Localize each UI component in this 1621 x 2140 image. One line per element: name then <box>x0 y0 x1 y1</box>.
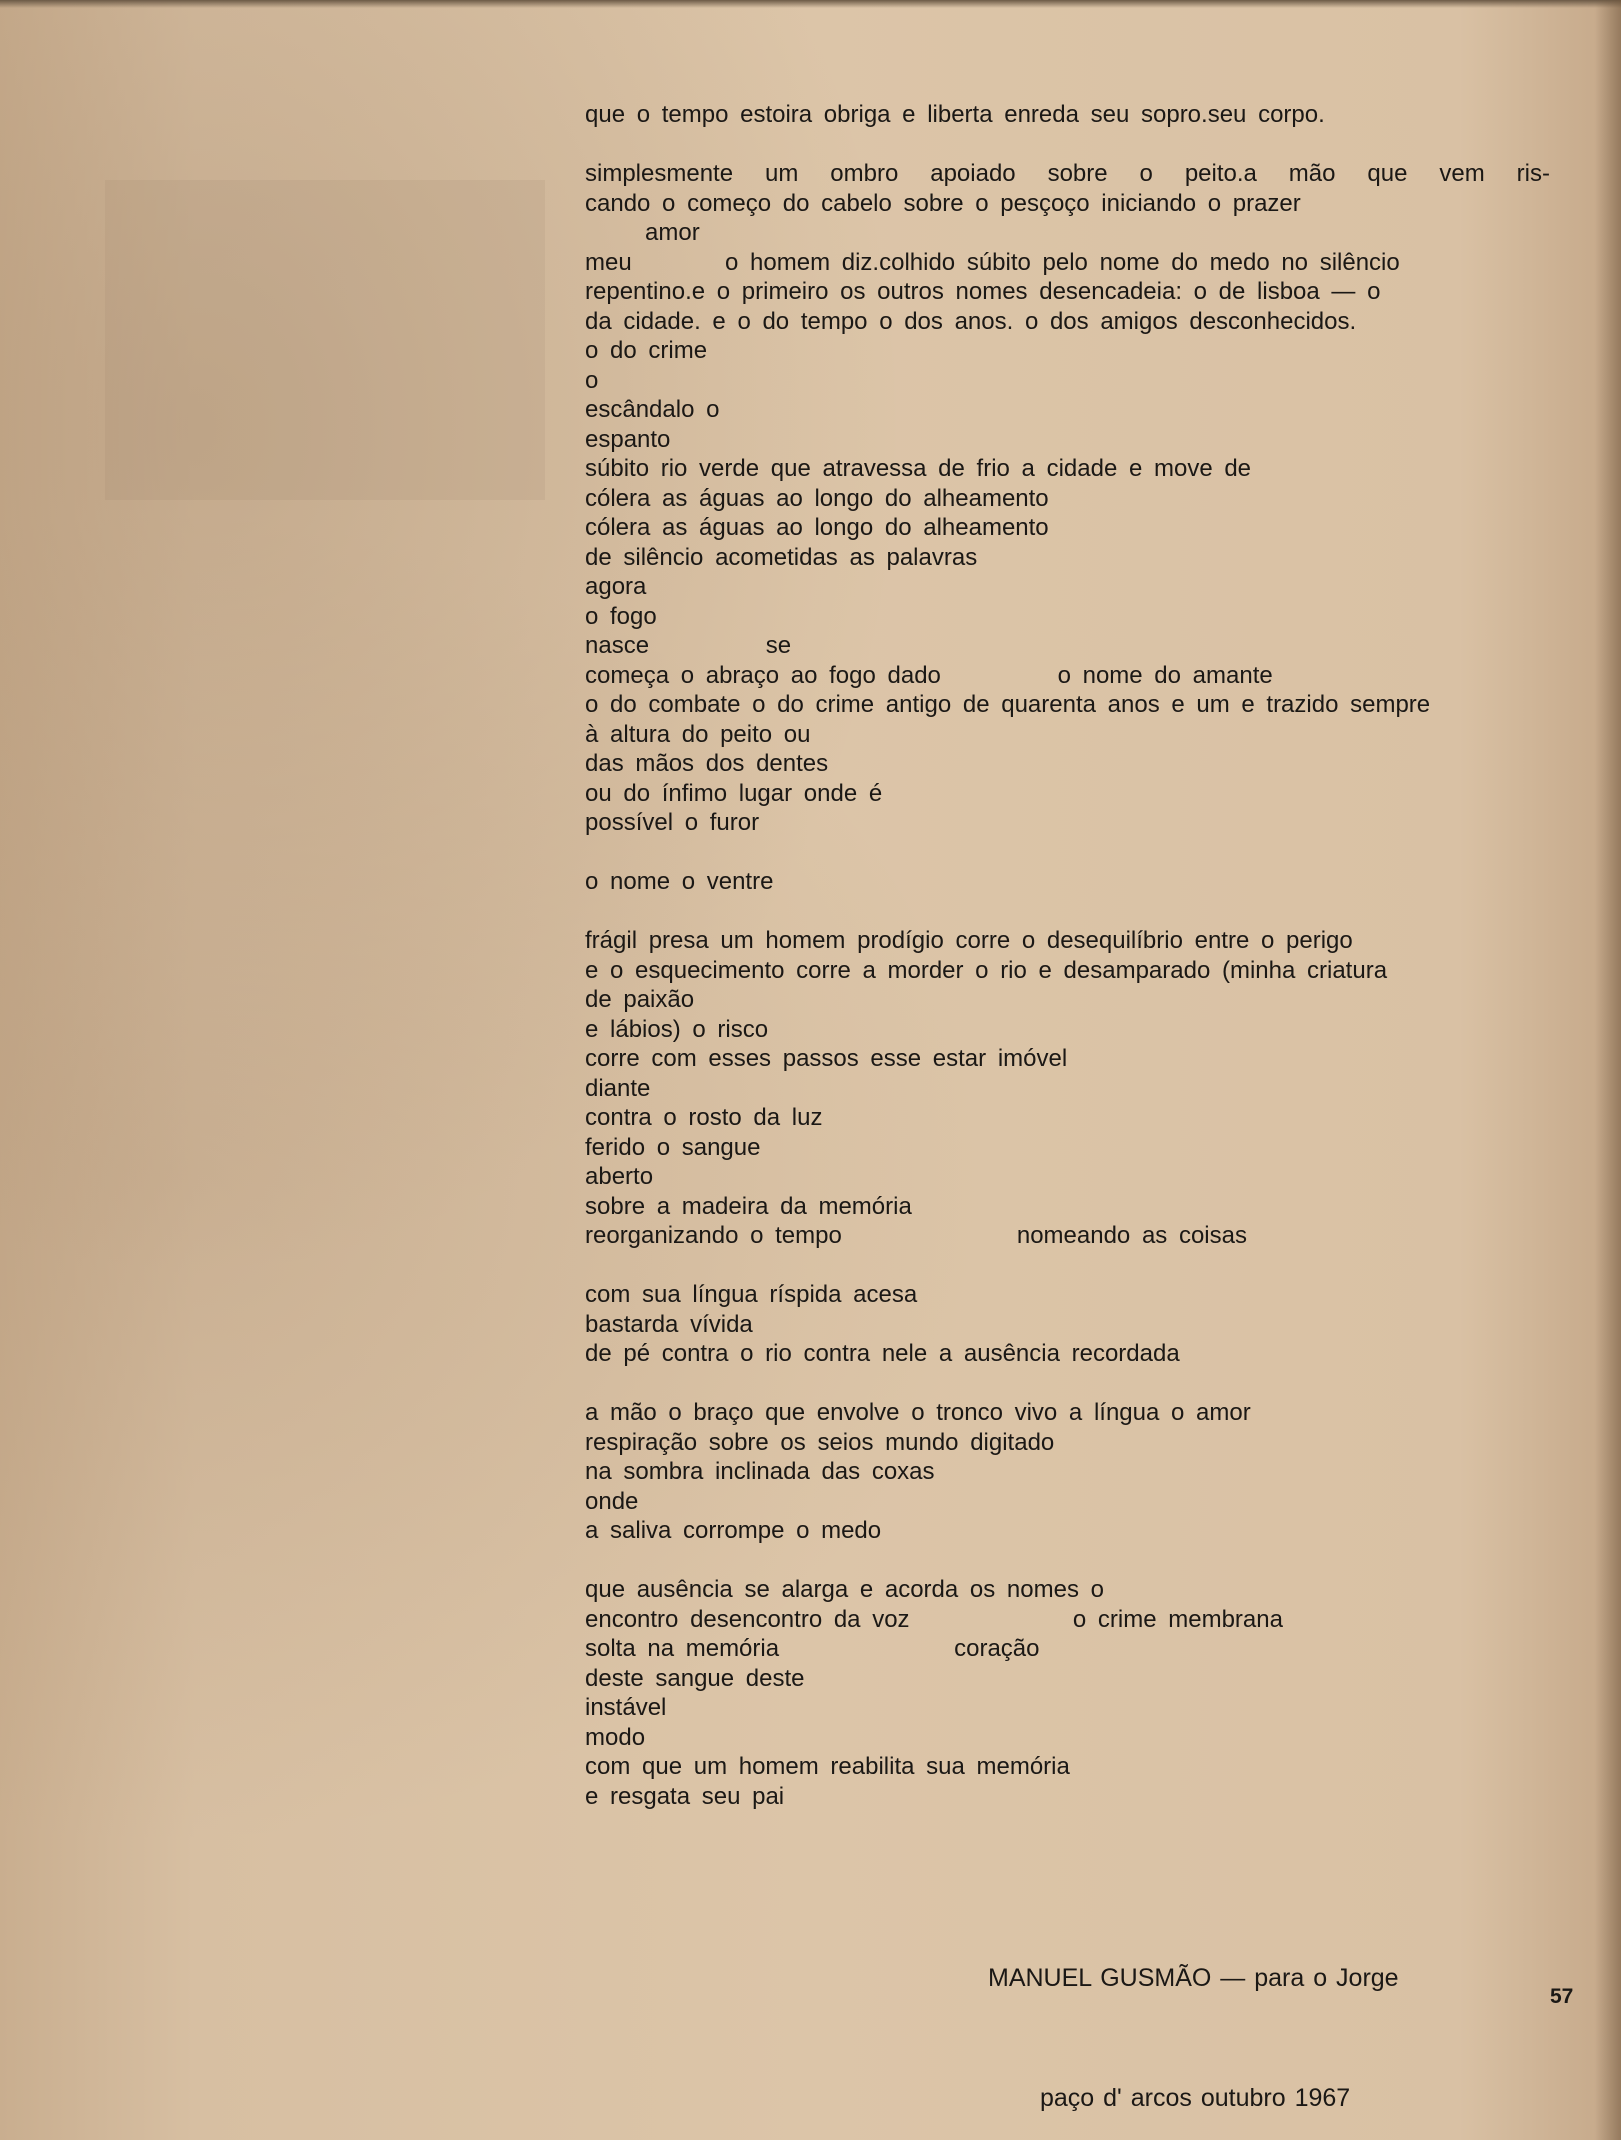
poem-line: bastarda vívida <box>585 1310 753 1338</box>
poem-line: a saliva corrompe o medo <box>585 1517 882 1544</box>
poem-line: da cidade. e o do tempo o dos anos. o dos amigos desconhecidos. <box>585 307 1357 335</box>
poem-line: repentino.e o primeiro os outros nomes desencadeia: o de lisboa — o <box>585 278 1381 305</box>
poem-line: escândalo o <box>585 396 720 423</box>
poem-line: contra o rosto da luz <box>585 1104 823 1131</box>
poem-line: com que um homem reabilita sua memória <box>585 1753 1070 1780</box>
stanza-break <box>585 897 1550 927</box>
poem-line: onde <box>585 1487 639 1515</box>
poem-line: cólera as águas ao longo do alheamento <box>585 514 1049 541</box>
page-number: 57 <box>1550 1985 1574 2008</box>
top-edge-shadow <box>0 0 1621 8</box>
poem-line: o fogo <box>585 602 657 630</box>
poem-line: a mão o braço que envolve o tronco vivo a língua o amor <box>585 1399 1251 1426</box>
poem-line: simplesmente um ombro apoiado sobre o peito.a mão que vem ris- <box>585 160 1550 187</box>
poem-line: de paixão <box>585 986 695 1013</box>
right-edge-shadow <box>1595 0 1621 2140</box>
poem-line: com sua língua ríspida acesa <box>585 1281 918 1308</box>
poem-line: espanto <box>585 425 671 453</box>
poem-line: modo <box>585 1723 646 1751</box>
poem-line: encontro desencontro da voz o crime membrana <box>585 1605 1283 1633</box>
poem-line: solta na memória coração <box>585 1635 1040 1662</box>
poem-line: que ausência se alarga e acorda os nomes o <box>585 1576 1104 1603</box>
poem-line: e resgata seu pai <box>585 1782 785 1810</box>
poem-line: cando o começo do cabelo sobre o pesçoço iniciando o prazer <box>585 189 1301 217</box>
stanza-break <box>585 1546 1550 1576</box>
poem-line: e o esquecimento corre a morder o rio e desamparado (minha criatura <box>585 956 1388 984</box>
poem-line: reorganizando o tempo nomeando as coisas <box>585 1222 1247 1249</box>
poem-line: diante <box>585 1074 651 1102</box>
poem-line: deste sangue deste <box>585 1664 805 1692</box>
poem-line: súbito rio verde que atravessa de frio a cidade e move de <box>585 455 1252 482</box>
poem-line: instável <box>585 1694 667 1721</box>
poem-line: frágil presa um homem prodígio corre o desequilíbrio entre o perigo <box>585 927 1353 954</box>
poem-line: à altura do peito ou <box>585 720 811 748</box>
poem-line: sobre a madeira da memória <box>585 1192 912 1220</box>
poem-line: corre com esses passos esse estar imóvel <box>585 1045 1068 1072</box>
poem-line: cólera as águas ao longo do alheamento <box>585 484 1049 512</box>
poem-line: de pé contra o rio contra nele a ausência recordada <box>585 1340 1180 1367</box>
poem-line: nasce se <box>585 632 792 659</box>
poem-line: o do combate o do crime antigo de quarenta anos e um e trazido sempre <box>585 691 1431 718</box>
stanza-break <box>585 838 1550 868</box>
poem-body <box>585 100 1550 1811</box>
poem-line: ou do ínfimo lugar onde é <box>585 779 883 807</box>
bleed-through-shadow <box>105 180 545 500</box>
poem-line: possível o furor <box>585 809 760 836</box>
poem-line: agora <box>585 573 647 600</box>
poem-line: que o tempo estoira obriga e liberta enreda seu sopro.seu corpo. <box>585 101 1325 128</box>
poem-line: amor <box>645 219 700 246</box>
stanza-break <box>585 1251 1550 1281</box>
poem-line: aberto <box>585 1163 654 1190</box>
poem-line: ferido o sangue <box>585 1133 761 1161</box>
poem-line: respiração sobre os seios mundo digitado <box>585 1428 1055 1456</box>
poem-line: começa o abraço ao fogo dado o nome do amante <box>585 661 1273 689</box>
poem-line: de silêncio acometidas as palavras <box>585 543 978 571</box>
poem-line: na sombra inclinada das coxas <box>585 1458 935 1485</box>
poem-line: das mãos dos dentes <box>585 750 829 777</box>
author-signature <box>988 1878 1399 2140</box>
stanza-break <box>585 1369 1550 1399</box>
poem-line: meu o homem diz.colhido súbito pelo nome do medo no silêncio <box>585 248 1400 276</box>
author-dedication: MANUEL GUSMÃO — para o Jorge <box>988 1964 1399 1992</box>
poem-line: e lábios) o risco <box>585 1015 769 1043</box>
poem-line: o <box>585 366 599 394</box>
place-date: paço d' arcos outubro 1967 <box>1040 2084 1351 2112</box>
poem-line: o nome o ventre <box>585 868 774 895</box>
stanza-break <box>585 130 1550 160</box>
poem-line: o do crime <box>585 337 708 364</box>
